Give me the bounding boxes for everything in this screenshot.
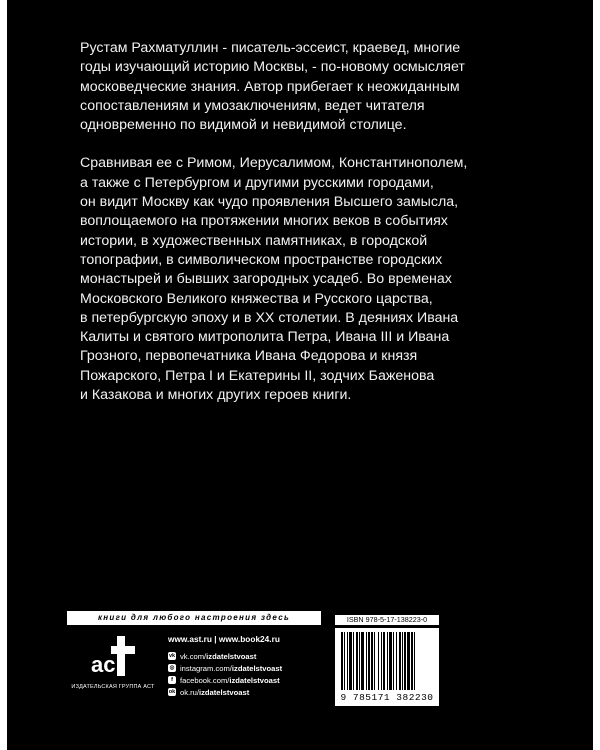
ok-icon: ok (168, 689, 176, 695)
barcode-bar (396, 632, 397, 690)
social-link-handle: izdatelstvoast (229, 675, 280, 685)
barcode-bar (378, 632, 379, 690)
barcode-bar (344, 632, 345, 690)
barcode-bar (368, 632, 370, 690)
barcode-bar (414, 632, 415, 690)
barcode-bar (353, 632, 354, 690)
social-link-facebook[interactable] (168, 674, 328, 686)
social-link-prefix: ok.ru/ (180, 687, 199, 697)
barcode-bars (340, 632, 434, 692)
social-link-prefix: vk.com/ (180, 651, 207, 661)
publisher-tagline: книги для любого настроения здесь (67, 611, 321, 625)
social-link-ok[interactable] (168, 686, 328, 698)
barcode-bar (371, 632, 373, 690)
social-links (168, 650, 328, 698)
svg-text:ac: ac (91, 652, 116, 677)
barcode-bar (349, 632, 352, 690)
barcode-bar (366, 632, 367, 690)
barcode-bar (347, 632, 348, 690)
barcode-bar (381, 632, 382, 690)
facebook-icon: f (168, 676, 176, 684)
barcode-bar (404, 632, 406, 690)
book-description (80, 39, 500, 424)
social-link-instagram[interactable] (168, 662, 328, 674)
barcode-bar (411, 632, 413, 690)
instagram-icon: ◎ (169, 665, 175, 671)
barcode-bar (356, 632, 358, 690)
ast-logo-icon (87, 632, 141, 684)
description-paragraph-2: Сравнивая ее с Римом, Иерусалимом, Константинополем, а также с Петербургом и другими русскими городами, он видит Москву как чудо проявления Высшего замысла, воплощаемого на протяжении многих веков в событиях истории, в художественных памятниках, в городской топографии, в символическом пространстве городских монастырей и бывших загородных усадеб. Во временах Московского Великого княжества и Русского царства, в петербургскую эпоху и в XX столетии. В деяниях Ивана Калиты и святого митрополита Петра, Ивана III и Ивана Грозного, первопечатника Ивана Федорова и князя Пожарского, Петра I и Екатерины II, зодчих Баженова и Казакова и многих других героев книги. (80, 155, 468, 404)
barcode-bar (383, 632, 385, 690)
barcode-number: 9 785171 382230 (340, 692, 434, 703)
barcode-bar (389, 632, 392, 690)
barcode-bar (359, 632, 360, 690)
barcode-bar (341, 632, 343, 690)
social-link-handle: izdatelstvoast (199, 687, 250, 697)
book-back-cover (7, 0, 593, 750)
social-link-handle: izdatelstvoast (231, 663, 283, 673)
vk-icon: vk (168, 653, 176, 659)
publisher-logo (67, 630, 159, 700)
barcode-bar (399, 632, 401, 690)
social-link-handle: izdatelstvoast (206, 651, 257, 661)
social-link-prefix: instagram.com/ (180, 663, 232, 673)
social-link-prefix: facebook.com/ (180, 675, 230, 685)
barcode-bar (393, 632, 394, 690)
publisher-name: ИЗДАТЕЛЬСКАЯ ГРУППА АСТ (71, 684, 155, 690)
isbn-barcode (335, 628, 439, 706)
isbn-label: ISBN 978-5-17-138223-0 (335, 615, 439, 625)
barcode-bar (361, 632, 364, 690)
social-link-vk[interactable] (168, 650, 328, 662)
description-paragraph-1: Рустам Рахматуллин - писатель-эссеист, краевед, многие годы изучающий историю Москвы, - по-новому осмысляет московедческие знания. Автор прибегает к неожиданным сопоставлениям и умозаключениям, ведет читателя одновременно по видимой и невидимой столице. (80, 40, 465, 134)
barcode-bar (407, 632, 410, 690)
barcode-bar (374, 632, 375, 690)
barcode-bar (402, 632, 403, 690)
barcode-bar (387, 632, 388, 690)
publisher-websites[interactable]: www.ast.ru | www.book24.ru (168, 634, 280, 644)
